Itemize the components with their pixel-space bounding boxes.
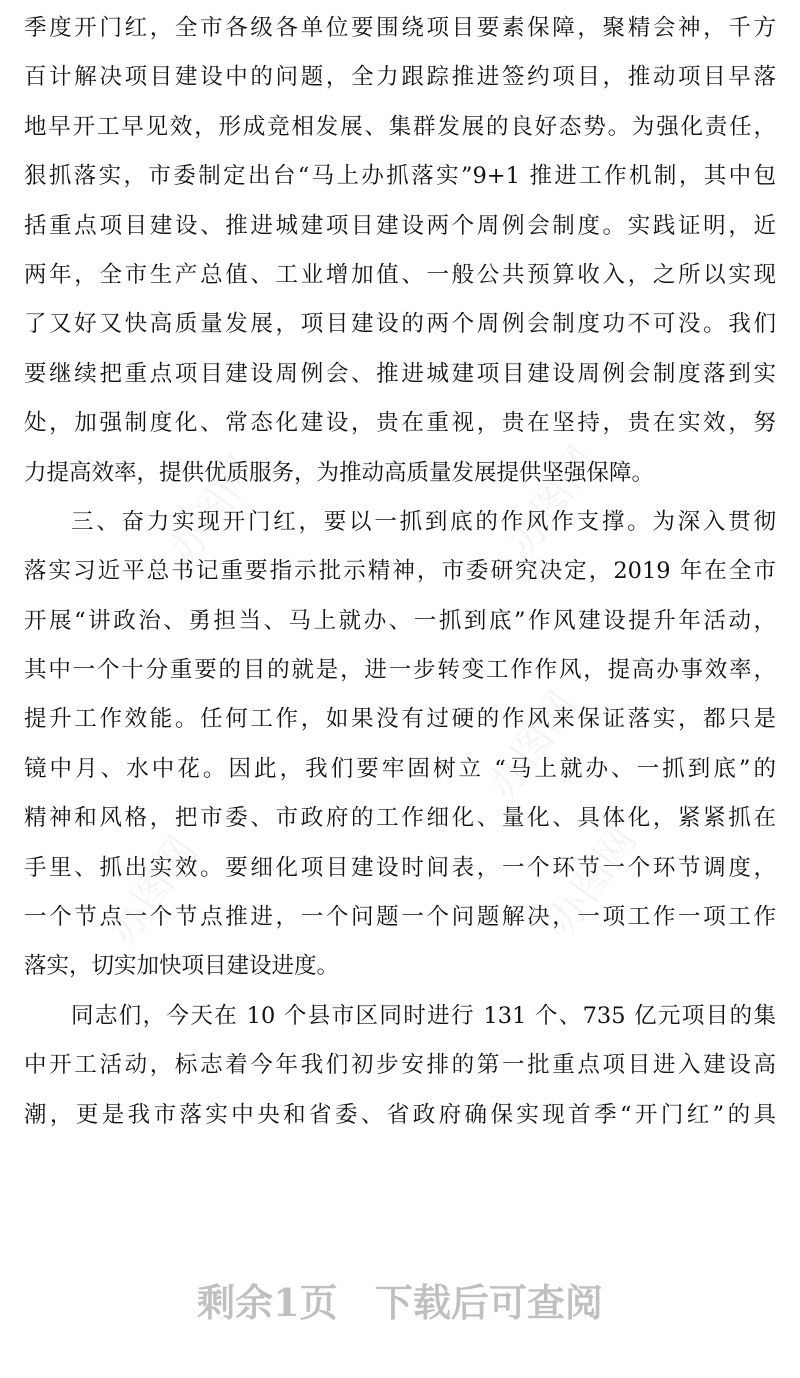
watermark: 办图网	[479, 683, 587, 808]
text-line: 要继续把重点项目建设周例会、推进城建项目建设周例会制度落到实	[24, 360, 776, 387]
text-line: 狠抓落实，市委制定出台“马上办抓落实”9+1 推进工作机制，其中包	[24, 163, 776, 190]
text-line: 处，加强制度化、常态化建设，贵在重视，贵在坚持，贵在实效，努	[24, 410, 776, 437]
document-page	[24, 4, 776, 1140]
text-line: 落实习近平总书记重要指示批示精神，市委研究决定，2019 年在全市	[24, 558, 776, 585]
text-line: 百计解决项目建设中的问题，全力跟踪推进签约项目，推动项目早落	[24, 64, 776, 91]
text-line: 镜中月、水中花。因此，我们要牢固树立 “马上就办、一抓到底”的	[24, 755, 776, 782]
watermark: 办图网	[159, 448, 267, 573]
watermark: 办图网	[539, 818, 647, 943]
text-line: 潮，更是我市落实中央和省委、省政府确保实现首季“开门红”的具	[24, 1101, 776, 1128]
text-line: 三、奋力实现开门红，要以一抓到底的作风作支撑。为深入贯彻	[71, 508, 776, 535]
remaining-pages-banner[interactable]: 剩余1页 下载后可查阅	[197, 1280, 603, 1325]
text-line: 其中一个十分重要的目的就是，进一步转变工作作风，提高办事效率，	[24, 657, 776, 684]
text-line: 提升工作效能。任何工作，如果没有过硬的作风来保证落实，都只是	[24, 706, 776, 733]
text-line: 开展“讲政治、勇担当、马上就办、一抓到底”作风建设提升年活动，	[24, 607, 776, 634]
paragraph-3	[24, 992, 776, 1140]
text-line: 了又好又快高质量发展，项目建设的两个周例会制度功不可没。我们	[24, 311, 776, 338]
text-line: 手里、抓出实效。要细化项目建设时间表，一个环节一个环节调度，	[24, 854, 776, 881]
text-line: 精神和风格，把市委、市政府的工作细化、量化、具体化，紧紧抓在	[24, 805, 776, 832]
text-line: 一个节点一个节点推进，一个问题一个问题解决，一项工作一项工作	[24, 904, 776, 931]
text-line: 同志们，今天在 10 个县市区同时进行 131 个、735 亿元项目的集	[71, 1002, 776, 1029]
text-line: 两年，全市生产总值、工业增加值、一般公共预算收入，之所以实现	[24, 261, 776, 288]
paragraph-1	[24, 4, 776, 498]
text-line: 括重点项目建设、推进城建项目建设两个周例会制度。实践证明，近	[24, 212, 776, 239]
text-line: 地早开工早见效，形成竞相发展、集群发展的良好态势。为强化责任，	[24, 113, 776, 140]
text-line: 中开工活动，标志着今年我们初步安排的第一批重点项目进入建设高	[24, 1052, 776, 1079]
text-line: 落实，切实加快项目建设进度。	[24, 953, 340, 980]
text-line: 力提高效率，提供优质服务，为推动高质量发展提供坚强保障。	[24, 459, 655, 486]
text-line: 季度开门红，全市各级各单位要围绕项目要素保障，聚精会神，千方	[24, 15, 776, 41]
paragraph-2	[24, 498, 776, 992]
watermark: 办图网	[499, 438, 607, 563]
watermark: 办图网	[99, 828, 207, 953]
